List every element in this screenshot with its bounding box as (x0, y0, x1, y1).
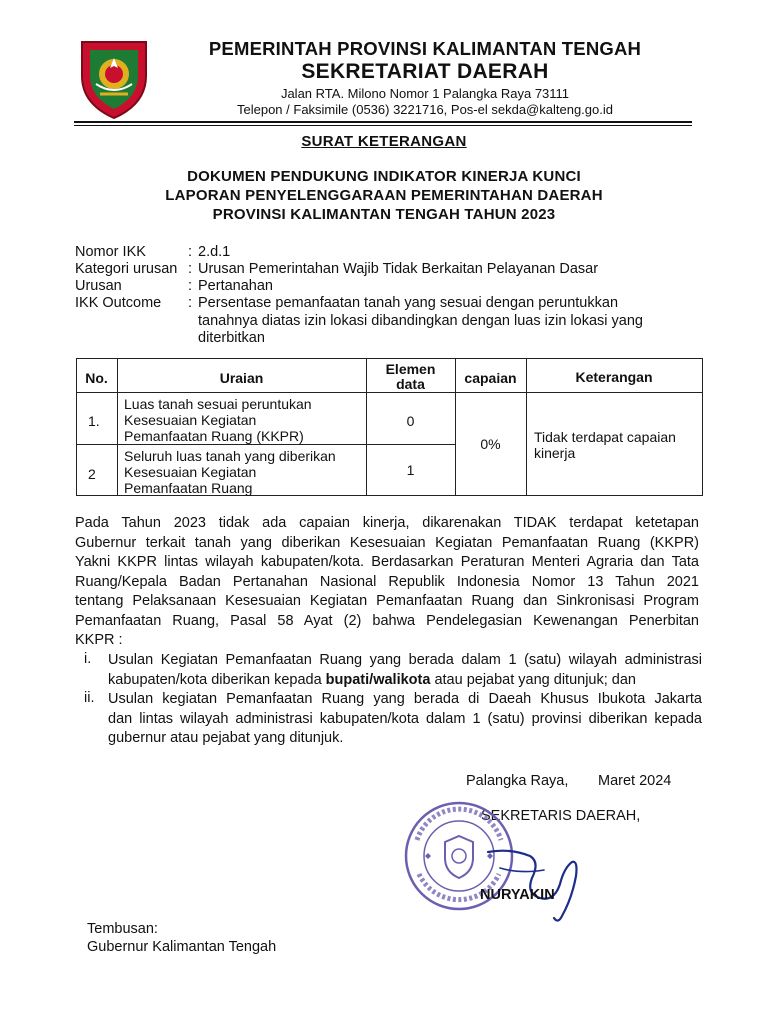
signature-position: SEKRETARIS DAERAH, (481, 808, 641, 824)
meta-label-urusan: Urusan (75, 278, 122, 294)
meta-value-nomor-ikk: 2.d.1 (198, 244, 231, 260)
row2-elemen: 1 (406, 462, 415, 478)
row1-uraian: Luas tanah sesuai peruntukan Kesesuaian Kegiatan Pemanfaatan Ruang (KKPR) (124, 396, 312, 444)
cc-recipient: Gubernur Kalimantan Tengah (87, 939, 277, 955)
meta-value-kategori: Urusan Pemerintahan Wajib Tidak Berkaitan Pelayanan Dasar (198, 261, 599, 277)
keterangan-value: Tidak terdapat capaian kinerja (534, 429, 676, 461)
row1-no: 1. (88, 413, 100, 429)
meta-label-kategori: Kategori urusan (75, 261, 178, 277)
meta-value-ikk-outcome: Persentase pemanfaatan tanah yang sesuai dengan peruntukkan tanahnya diatas izin lokasi dibandingkan dengan luas izin lokasi yang diterbitkan (198, 295, 643, 346)
capaian-value: 0% (480, 436, 501, 452)
meta-value-urusan: Pertanahan (198, 278, 273, 294)
header-uraian: Uraian (219, 370, 264, 386)
letter-page: PEMERINTAH PROVINSI KALIMANTAN TENGAH SEKRETARIAT DAERAH Jalan RTA. Milono Nomor 1 Palangka Raya 73111 Telepon / Faksimile (0536) 3221716, Pos-el sekda@kalteng.go.id SURAT KETERANGAN DOKUMEN PENDUKUNG INDIKATOR KINERJA KUNCI LAPORAN PENYELENGGARAAN PEMERINTAHAN DAERAH PROVINSI KALIMANTAN TENGAH TAHUN 2023 Nomor IKK : 2.d.1 Kategori urusan : Urusan Pemerintahan Wajib Tidak Berkaitan Pelayanan Dasar Urusan : Pertanahan IKK Outcome : Persentase pemanfaatan tanah yang sesuai dengan peruntukkan tanahnya diatas izin lokasi dibandingkan dengan luas izin lokasi yang diterbitkan No. Uraian Elemen data capaian Keterangan 1. Luas tanah sesuai peruntukan Kesesuaian Kegiatan Pemanfaatan Ruang (KKPR) 0 2 Seluruh luas tanah yang diberikan Kesesuaian Kegiatan Pemanfaatan Ruang 1 0% Tidak terdapat capaian kinerja Pada Tahun 2023 tidak ada capaian kinerja, dikarenakan TIDAK terdapat ketetapan Gubernur terkait tanah yang diberikan Kesesuaian Kegiatan Pemanfaatan Ruang (KKPR) Yakni KKPR lintas wilayah kabupaten/kota. Berdasarkan Peraturan Menteri Agraria dan Tata Ruang/Kepala Badan Pertanahan Nasional Republik Indonesia Nomor 13 Tahun 2021 tentang Pelaksanaan Kesesuaian Kegiatan Pemanfaatan Ruang dan Sinkronisasi Program Pemanfaatan Ruang, Pasal 58 Ayat (2) bahwa Pendelegasian Kewenangan Penerbitan KKPR : i. Usulan Kegiatan Pemanfaatan Ruang yang berada dalam 1 (satu) wilayah administrasi kabupaten/kota diberikan kepada bupati/walikota atau pejabat yang ditunjuk; dan ii. Usulan kegiatan Pemanfaatan Ruang yang berada di Daeah Khusus Ibukota Jakarta dan lintas wilayah administrasi kabupaten/kota dalam 1 (satu) provinsi diberikan kepada gubernur atau pejabat yang ditunjuk. Palangka Raya, Maret 2024 SEKRETARIS DAERAH, NURYAKIN Tembusan: Gubernur Kalimantan Tengah (0, 0, 768, 1024)
ikk-table (76, 358, 703, 496)
signature-date: Maret 2024 (598, 773, 672, 789)
list-item-ii: Usulan kegiatan Pemanfaatan Ruang yang berada di Daeah Khusus Ibukota Jakarta dan lintas wilayah administrasi kabupaten/kota dalam 1 (satu) provinsi diberikan kepada gubernur atau pejabat yang ditunjuk. (108, 691, 702, 746)
letterhead-contact: Telepon / Faksimile (0536) 3221716, Pos-el sekda@kalteng.go.id (237, 102, 613, 117)
subtitle-line: DOKUMEN PENDUKUNG INDIKATOR KINERJA KUNCI (187, 168, 581, 185)
list-marker-i: i. (84, 651, 92, 667)
list-marker-ii: ii. (84, 690, 95, 706)
subtitle-line: PROVINSI KALIMANTAN TENGAH TAHUN 2023 (212, 206, 556, 223)
header-no: No. (85, 370, 108, 386)
row2-uraian: Seluruh luas tanah yang diberikan Kesesuaian Kegiatan Pemanfaatan Ruang (124, 448, 336, 496)
meta-label-nomor-ikk: Nomor IKK (75, 244, 146, 260)
province-crest-logo (78, 36, 150, 120)
header-capaian: capaian (464, 370, 517, 386)
letterhead-rule-thin (74, 125, 692, 126)
meta-label-ikk-outcome: IKK Outcome (75, 295, 162, 311)
handwritten-signature (480, 818, 590, 928)
row1-elemen: 0 (406, 413, 415, 429)
row2-no: 2 (88, 466, 96, 482)
subtitle-line: LAPORAN PENYELENGGARAAN PEMERINTAHAN DAERAH (165, 187, 603, 204)
letterhead-office: SEKRETARIAT DAERAH (301, 60, 549, 83)
header-data: data (396, 376, 425, 392)
body-paragraph: Pada Tahun 2023 tidak ada capaian kinerja, dikarenakan TIDAK terdapat ketetapan Gubernur terkait tanah yang diberikan Kesesuaian Kegiatan Pemanfaatan Ruang (KKPR) Yakni KKPR lintas wilayah kabupaten/kota. Berdasarkan Peraturan Menteri Agraria dan Tata Ruang/Kepala Badan Pertanahan Nasional Republik Indonesia Nomor 13 Tahun 2021 tentang Pelaksanaan Kesesuaian Kegiatan Pemanfaatan Ruang dan Sinkronisasi Program Pemanfaatan Ruang, Pasal 58 Ayat (2) bahwa Pendelegasian Kewenangan Penerbitan KKPR : (75, 515, 699, 648)
signature-place: Palangka Raya, (466, 773, 569, 789)
signatory-name: NURYAKIN (480, 887, 555, 903)
letterhead-government: PEMERINTAH PROVINSI KALIMANTAN TENGAH (208, 38, 642, 59)
document-title: SURAT KETERANGAN (301, 133, 467, 150)
cc-label: Tembusan: (87, 921, 158, 937)
list-item-i: Usulan Kegiatan Pemanfaatan Ruang yang berada dalam 1 (satu) wilayah administrasi kabupaten/kota diberikan kepada bupati/walikota atau pejabat yang ditunjuk; dan (108, 652, 702, 688)
header-keterangan: Keterangan (575, 369, 653, 385)
header-elemen: Elemen (385, 361, 436, 377)
letterhead-address: Jalan RTA. Milono Nomor 1 Palangka Raya 73111 (280, 86, 570, 101)
letterhead-rule-thick (74, 121, 692, 123)
